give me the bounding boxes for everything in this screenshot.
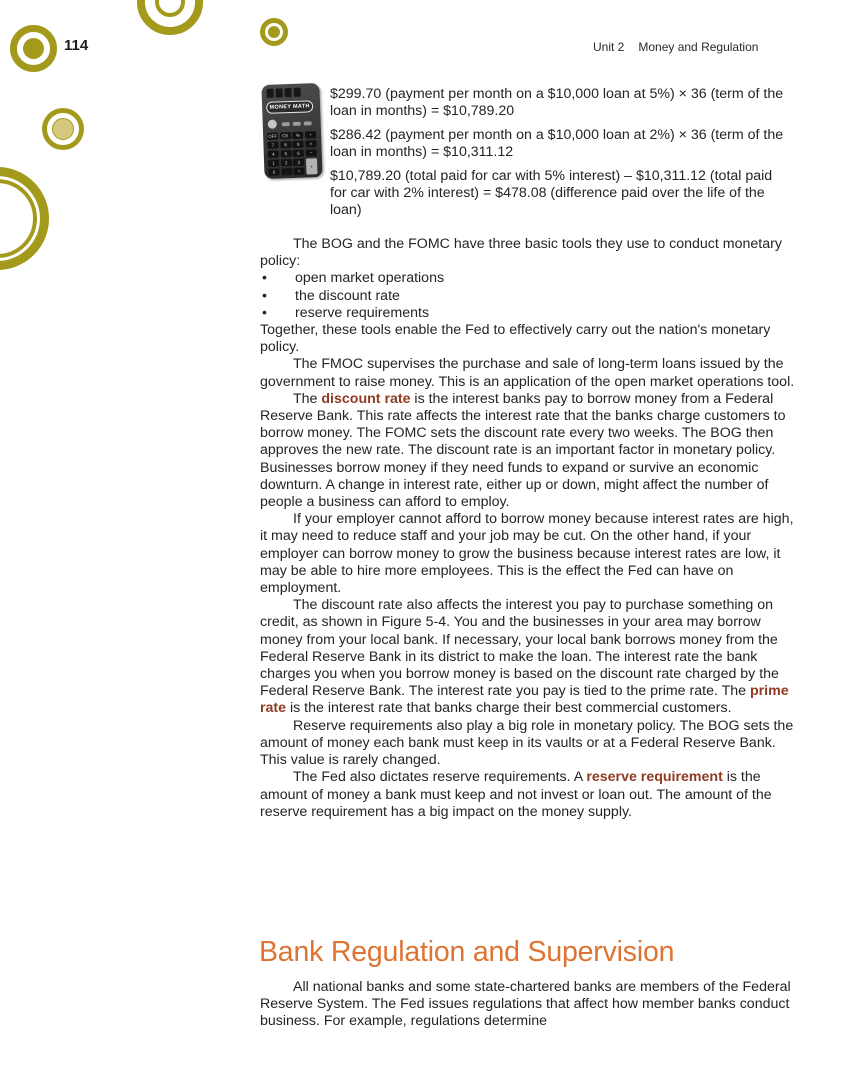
pill-button (282, 122, 290, 126)
text-run: The discount rate also affects the interest you pay to purchase something on credit, as shown in Figure 5-4. You and the businesses in your area may borrow money from your local bank. If necessary, your local bank borrows money from the Federal Reserve Bank in its district to make the loan. The interest rate the bank charges you when you borrow money is based on the discount rate charged by the Federal Reserve Bank. The interest rate you pay is tied to the prime rate. The (260, 597, 779, 700)
circle-inner-ring (0, 179, 37, 258)
calculator-key: 2 (281, 159, 292, 167)
text-run: If your employer cannot afford to borrow money because interest rates are high, it may need to reduce staff and your job may be cut. On the other hand, if your employer can borrow money to grow the business because interest rates are low, it may be able to hire more employees. This is the effect the Fed can have on employment. (260, 511, 794, 597)
text-run: All national banks and some state-chartered banks are members of the Federal Reserve System. The Fed issues regulations that affect how member banks conduct business. For example, regulations determine (260, 979, 791, 1030)
decorative-double-ring (137, 0, 203, 35)
bullet-text (295, 288, 796, 305)
calculator-function-buttons (282, 121, 312, 126)
money-math-examples (330, 86, 792, 226)
pill-button (293, 122, 301, 126)
calculator-key: 4 (268, 150, 279, 158)
text-run: The FMOC supervises the purchase and sale of long-term loans issued by the government to raise money. This is an application of the open market operations tool. (260, 356, 795, 390)
calculator-key: − (305, 149, 316, 157)
decorative-double-ring-clipped (0, 167, 49, 270)
bullet-item (260, 270, 796, 287)
vent (276, 88, 283, 97)
paragraph (260, 979, 796, 1031)
section-text (260, 979, 796, 1031)
bullet-item (260, 305, 796, 322)
running-head-unit: Unit 2 (593, 40, 625, 54)
text-run: open market operations (295, 270, 445, 287)
text-run: The BOG and the FOMC have three basic tools they use to conduct monetary policy: (260, 236, 782, 270)
vent (267, 89, 274, 98)
key-term: discount rate (321, 390, 411, 407)
pill-button (304, 121, 312, 125)
body-text (260, 236, 796, 821)
key-term: prime rate (260, 683, 789, 717)
calculator-illustration (261, 83, 322, 179)
circle-dot (268, 26, 280, 38)
bullet-marker: • (262, 287, 267, 304)
calculator-key: 5 (280, 150, 291, 158)
key-term: reserve requirement (586, 769, 723, 786)
calculator-keypad (267, 131, 317, 176)
decorative-bullseye-circle (10, 25, 57, 72)
money-math-item: $10,789.20 (total paid for car with 5% interest) – $10,311.12 (total paid for car with 2% interest) = $478.08 (difference paid over the life of the loan) (330, 168, 773, 218)
calculator-key: + (306, 158, 318, 175)
circle-dot (23, 38, 44, 59)
calculator-key: 9 (293, 141, 304, 149)
calculator-key: CE (280, 132, 291, 140)
calculator-key: = (293, 168, 304, 176)
calculator-key: ÷ (305, 131, 316, 139)
calculator-key: OFF (268, 133, 278, 140)
circle-dot-khaki (52, 118, 74, 140)
money-math-badge: MONEY MATH (266, 100, 313, 114)
vent (285, 88, 292, 97)
text-run: is the interest banks pay to borrow money from a Federal Reserve Bank. This rate affects the interest rate that the banks charge customers to borrow money. The FOMC sets the discount rate every two weeks. The BOG then approves the new rate. The discount rate is an important factor in monetary policy. Businesses borrow money if they need funds to expand or survive an economic downturn. A change in interest rate, either up or down, might affect the number of people a business can afford to employ. (260, 390, 786, 511)
calculator-key: % (292, 132, 303, 140)
text-run: is the interest rate that banks charge their best commercial customers. (286, 700, 732, 717)
circle-inner-ring (155, 0, 185, 17)
text-run: the discount rate (295, 287, 400, 304)
text-run: The Fed also dictates reserve requirements. A (293, 769, 587, 786)
bullet-text (295, 305, 796, 322)
running-head (593, 40, 758, 54)
paragraph (260, 597, 796, 717)
paragraph (260, 718, 796, 770)
paragraph (260, 356, 796, 390)
bullet-marker: • (262, 304, 267, 321)
vent (293, 88, 300, 97)
money-math-item: $299.70 (payment per month on a $10,000 loan at 5%) × 36 (term of the loan in months) = $10,789.20 (330, 86, 784, 119)
calculator-round-button (268, 120, 277, 129)
calculator-display-vents (267, 88, 301, 98)
text-run: The (293, 390, 322, 407)
calculator-key: 1 (268, 159, 279, 167)
page-number: 114 (64, 37, 89, 54)
bullet-item (260, 288, 796, 305)
paragraph (260, 511, 796, 597)
section-heading: Bank Regulation and Supervision (259, 936, 675, 968)
text-run: Together, these tools enable the Fed to effectively carry out the nation's monetary policy. (260, 322, 771, 356)
text-run: reserve requirements (295, 304, 430, 321)
paragraph (260, 236, 796, 270)
money-math-item: $286.42 (payment per month on a $10,000 loan at 2%) × 36 (term of the loan in months) = $10,311.12 (330, 127, 784, 160)
bullet-text (295, 270, 796, 287)
calculator-key: × (305, 140, 316, 148)
calculator-key: 3 (293, 159, 304, 167)
running-head-title: Money and Regulation (638, 40, 759, 54)
text-run: is the amount of money a bank must keep and not invest or loan out. The amount of the reserve requirement has a big impact on the money supply. (260, 769, 772, 820)
calculator-key: 6 (293, 150, 304, 158)
paragraph (260, 769, 796, 821)
calculator-key: . (281, 168, 292, 176)
calculator-key: 7 (267, 141, 278, 149)
decorative-ring-khaki (42, 108, 84, 150)
calculator-key: 8 (280, 141, 291, 149)
calculator-key: 0 (268, 168, 279, 176)
decorative-bullseye-circle-small (260, 18, 288, 46)
bullet-marker: • (262, 270, 267, 287)
paragraph (260, 391, 796, 511)
paragraph (260, 322, 796, 356)
text-run: Reserve requirements also play a big role in monetary policy. The BOG sets the amount of money each bank must keep in its vaults or at a Federal Reserve Bank. This value is rarely changed. (260, 717, 794, 769)
